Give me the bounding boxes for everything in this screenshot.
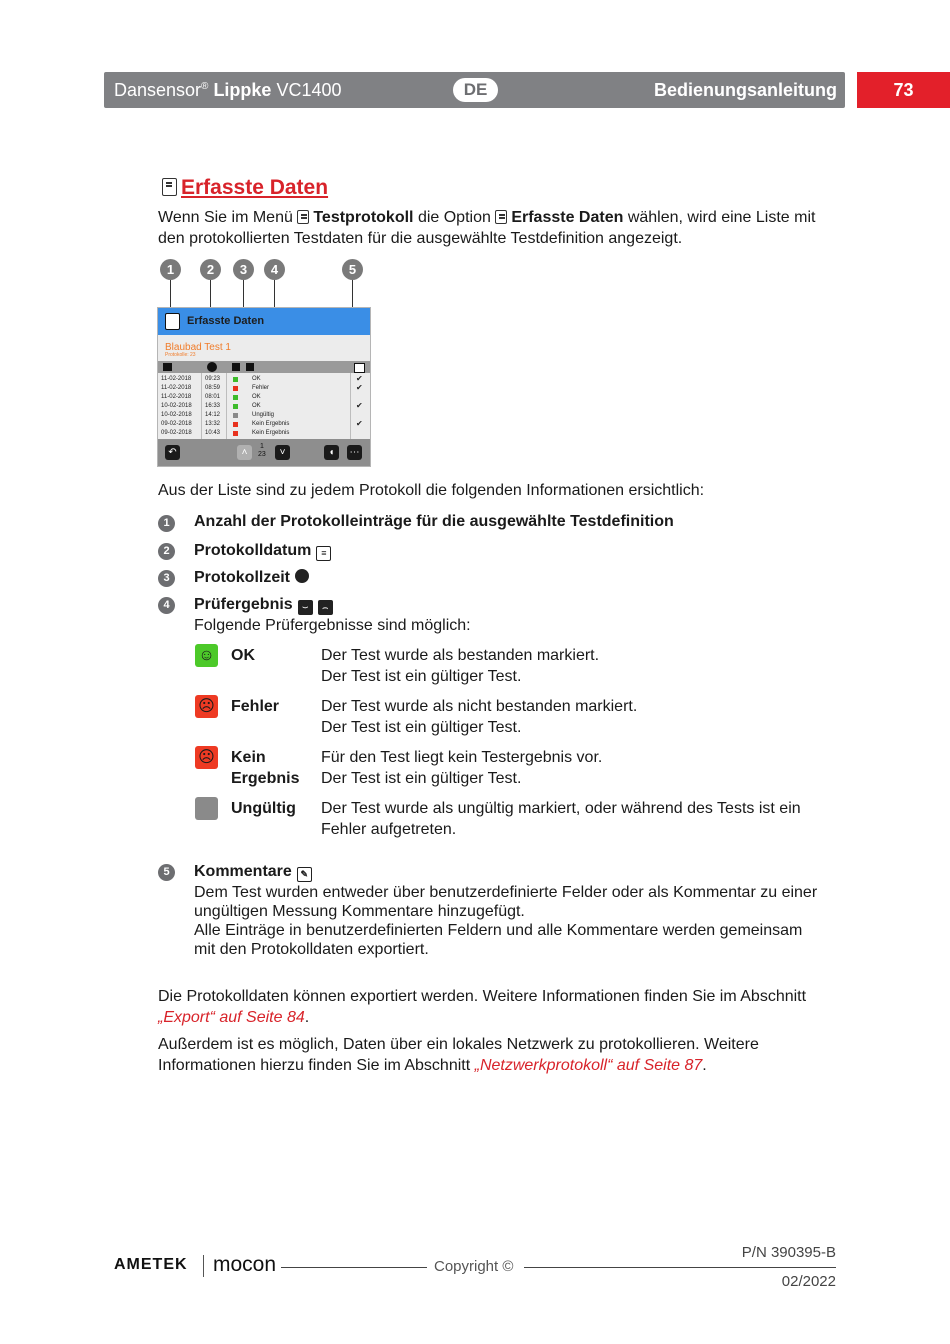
language-badge: DE xyxy=(453,78,498,102)
item-number: 2 xyxy=(158,543,175,560)
log-comment-check: ✔ xyxy=(356,401,363,410)
page-indicator: 1 23 xyxy=(258,443,266,458)
error-face-icon: ☹ xyxy=(195,695,218,718)
page-down-button[interactable]: ˅ xyxy=(275,445,290,460)
copyright: Copyright © xyxy=(434,1258,514,1275)
result-ungueltig-desc: Der Test wurde als ungültig markiert, oder während des Tests ist ein Fehler aufgetreten. xyxy=(321,800,801,838)
network-paragraph: Außerdem ist es möglich, Daten über ein lokales Netzwerk zu protokollieren. Weitere Informationen hierzu finden Sie im Abschnitt „Netzwerkprotokoll“ auf Seite 87. xyxy=(158,1036,759,1074)
comment-icon: ✎ xyxy=(297,867,312,882)
log-result: OK xyxy=(252,403,261,409)
log-time: 16:33 xyxy=(205,403,221,409)
log-result: OK xyxy=(252,376,261,382)
log-menu-icon xyxy=(297,210,309,224)
item-4: Prüfergebnis ⌣ ⌢ xyxy=(194,596,333,615)
network-link[interactable]: „Netzwerkprotokoll“ auf Seite 87 xyxy=(474,1057,703,1074)
intro-paragraph: Wenn Sie im Menü Testprotokoll die Option Erfasste Daten wählen, wird eine Liste mit den protokollierten Testdaten für die ausgewählte Testdefinition angezeigt. xyxy=(158,209,816,247)
result-color-square xyxy=(233,386,238,391)
footer-rule xyxy=(281,1267,427,1268)
doc-date: 02/2022 xyxy=(781,1273,836,1290)
clock-icon xyxy=(207,362,217,372)
result-color-square xyxy=(233,395,238,400)
log-date: 09-02-2018 xyxy=(161,421,192,427)
item-number: 4 xyxy=(158,597,175,614)
no-result-face-icon: ☹ xyxy=(195,746,218,769)
calendar-icon: ≡ xyxy=(316,546,331,561)
test-log-count: Protokolle: 23 xyxy=(165,352,196,358)
screen-footer xyxy=(158,439,370,466)
section-title: Erfasste Daten xyxy=(162,176,328,200)
frown-icon xyxy=(246,363,254,371)
page-up-button[interactable]: ˄ xyxy=(237,445,252,460)
menu-grid-button[interactable]: ⋯ xyxy=(347,445,362,460)
column-divider xyxy=(350,373,351,439)
result-ungueltig-label: Ungültig xyxy=(231,800,296,817)
callout-5: 5 xyxy=(342,259,363,280)
log-date: 11-02-2018 xyxy=(161,394,192,400)
log-doc-icon xyxy=(162,178,177,196)
item-number: 3 xyxy=(158,570,175,587)
log-date: 09-02-2018 xyxy=(161,430,192,436)
export-paragraph: Die Protokolldaten können exportiert werden. Weitere Informationen finden Sie im Abschnitt „Export“ auf Seite 84. xyxy=(158,988,807,1026)
result-fehler-desc: Der Test wurde als nicht bestanden markiert. Der Test ist ein gültiger Test. xyxy=(321,698,638,736)
item-5: Kommentare ✎ xyxy=(194,863,312,882)
log-result: Fehler xyxy=(252,385,270,391)
result-color-square xyxy=(233,413,238,418)
item-3: Protokollzeit xyxy=(194,569,309,587)
smile-icon xyxy=(232,363,240,371)
log-comment-check: ✔ xyxy=(356,374,363,383)
log-time: 14:12 xyxy=(205,412,221,418)
log-comment-check: ✔ xyxy=(356,383,363,392)
item-1-label: Anzahl der Protokolleinträge für die ausgewählte Testdefinition xyxy=(194,513,674,530)
header-doc-type: Bedienungsanleitung xyxy=(653,80,837,100)
comment-icon xyxy=(354,363,365,373)
logo-divider xyxy=(203,1255,204,1277)
log-result: Ungültig xyxy=(252,412,275,418)
log-date: 11-02-2018 xyxy=(161,385,192,391)
test-name: Blaubad Test 1 xyxy=(165,342,231,353)
frown-icon: ⌢ xyxy=(318,600,333,615)
clock-icon xyxy=(295,569,309,583)
column-divider xyxy=(201,373,202,439)
log-time: 13:32 xyxy=(205,421,221,427)
calendar-icon xyxy=(163,363,172,371)
log-time: 08:01 xyxy=(205,394,221,400)
footer-rule xyxy=(524,1267,836,1268)
header-product: Dansensor® Lippke VC1400 xyxy=(114,80,342,100)
log-result: Kein Ergebnis xyxy=(252,421,290,427)
callout-3: 3 xyxy=(233,259,254,280)
result-color-square xyxy=(233,422,238,427)
ok-face-icon: ☺ xyxy=(195,644,218,667)
smile-icon: ⌣ xyxy=(298,600,313,615)
log-result: OK xyxy=(252,394,261,400)
part-number: P/N 390395-B xyxy=(741,1244,836,1261)
callout-2: 2 xyxy=(200,259,221,280)
callout-1: 1 xyxy=(160,259,181,280)
log-date: 10-02-2018 xyxy=(161,403,192,409)
result-fehler-label: Fehler xyxy=(231,698,280,715)
invalid-square-icon xyxy=(195,797,218,820)
log-time: 09:23 xyxy=(205,376,221,382)
gauge-button[interactable]: ◖ xyxy=(324,445,339,460)
ametek-logo: AMETEK xyxy=(114,1256,188,1273)
mocon-logo: mocon xyxy=(213,1253,277,1276)
log-result: Kein Ergebnis xyxy=(252,430,290,436)
item-number: 1 xyxy=(158,515,175,532)
back-button[interactable]: ↶ xyxy=(165,445,180,460)
result-ok-desc: Der Test wurde als bestanden markiert. Der Test ist ein gültiger Test. xyxy=(321,647,600,685)
log-date: 10-02-2018 xyxy=(161,412,192,418)
captured-data-icon xyxy=(495,210,507,224)
screen-title: Erfasste Daten xyxy=(187,315,265,327)
export-link[interactable]: „Export“ auf Seite 84 xyxy=(158,1009,305,1026)
result-kein-label: Kein Ergebnis xyxy=(231,749,300,787)
column-header-bar xyxy=(158,361,370,373)
screen-titlebar xyxy=(158,308,370,335)
result-color-square xyxy=(233,431,238,436)
log-time: 10:43 xyxy=(205,430,221,436)
result-kein-desc: Für den Test liegt kein Testergebnis vor. Der Test ist ein gültiger Test. xyxy=(321,749,603,787)
page-number: 73 xyxy=(857,72,950,108)
item-number: 5 xyxy=(158,864,175,881)
log-time: 08:59 xyxy=(205,385,221,391)
column-divider xyxy=(226,373,227,439)
result-color-square xyxy=(233,404,238,409)
callout-4: 4 xyxy=(264,259,285,280)
device-screenshot xyxy=(157,307,371,467)
item-2: Protokolldatum ≡ xyxy=(194,542,331,561)
item-4-sub: Folgende Prüfergebnisse sind möglich: xyxy=(194,617,471,634)
log-comment-check: ✔ xyxy=(356,419,363,428)
result-ok-label: OK xyxy=(231,647,255,664)
list-intro: Aus der Liste sind zu jedem Protokoll die folgenden Informationen ersichtlich: xyxy=(158,482,705,499)
captured-data-icon xyxy=(165,313,180,330)
result-color-square xyxy=(233,377,238,382)
item-5-text: Dem Test wurden entweder über benutzerdefinierte Felder oder als Kommentar zu einer ungültigen Messung Kommentare hinzugefügt. Alle Einträge in benutzerdefinierten Feldern und alle Kommentare werden gemeinsam mit den Protokolldaten exportiert. xyxy=(194,884,818,958)
log-date: 11-02-2018 xyxy=(161,376,192,382)
